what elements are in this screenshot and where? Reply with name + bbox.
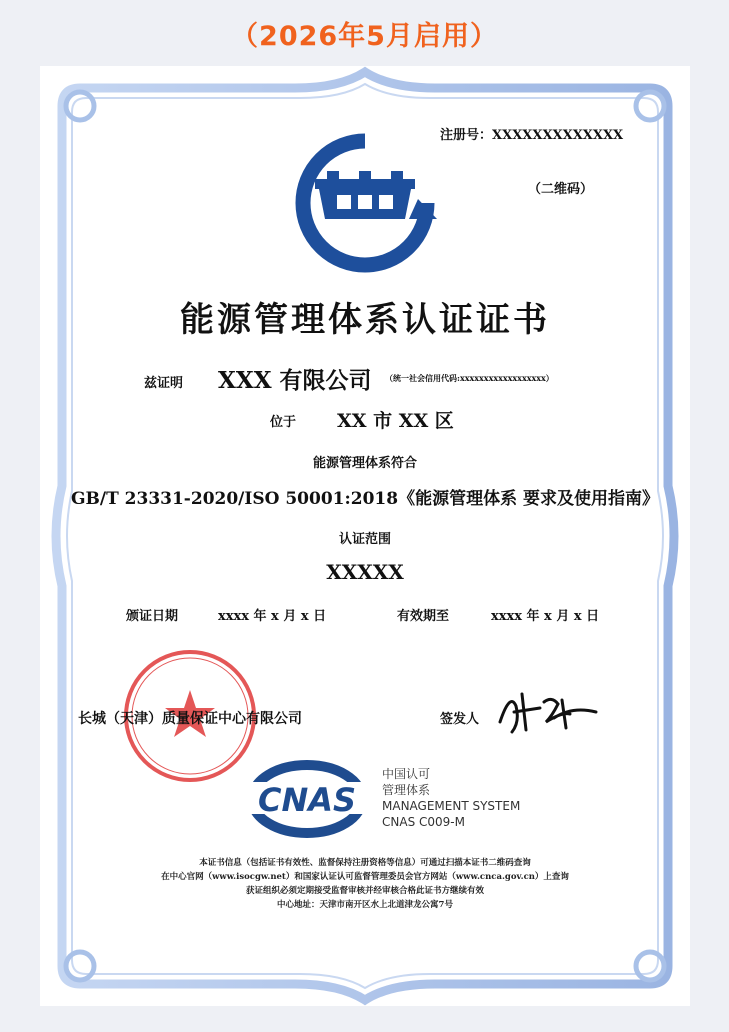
cnas-accreditation-text: [382, 766, 520, 830]
footer-line: 中心地址：天津市南开区水上北道津龙公寓7号: [277, 900, 453, 910]
footer-line: 在中心官网（www.isocgw.net）和国家认证认可监督管理委员会官方网站（www.cnca.gov.cn）上查询: [161, 872, 569, 882]
signature-icon: [492, 682, 602, 742]
registration-number: [440, 124, 623, 143]
certifier-logo-icon: [285, 133, 445, 273]
footer-notes: [40, 856, 690, 912]
scope-label: 认证范围: [338, 532, 391, 547]
credit-code: （统一社会信用代码:xxxxxxxxxxxxxxxxxx）: [385, 373, 554, 383]
location-label: 位于: [270, 415, 297, 430]
cnas-line-4: CNAS C009-M: [382, 815, 465, 829]
valid-until-label: 有效期至: [397, 609, 450, 624]
cnas-line-1: 中国认可: [382, 767, 431, 781]
cnas-logo-icon: [245, 754, 375, 844]
company-name: XXX 有限公司: [218, 367, 372, 394]
cnas-line-3: MANAGEMENT SYSTEM: [382, 799, 521, 813]
certify-label: 兹证明: [144, 376, 184, 391]
location-value: XX 市 XX 区: [337, 410, 454, 432]
valid-until-value: xxxx 年 x 月 x 日: [491, 609, 600, 624]
scope-value: XXXXX: [326, 560, 404, 584]
certificate-title: 能源管理体系认证证书: [180, 300, 550, 340]
issue-note-banner: （2026年5月启用）: [231, 20, 498, 52]
registration-value: XXXXXXXXXXXXX: [492, 128, 624, 143]
issue-date-value: xxxx 年 x 月 x 日: [218, 609, 327, 624]
footer-line: 获证组织必须定期接受监督审核并经审核合格此证书方继续有效: [245, 886, 484, 896]
conforms-label: 能源管理体系符合: [312, 456, 417, 471]
footer-line: 本证书信息（包括证书有效性、监督保持注册资格等信息）可通过扫描本证书二维码查询: [199, 858, 531, 868]
certificate: [40, 66, 690, 1006]
cnas-line-2: 管理体系: [382, 783, 431, 797]
cnas-logo-text: CNAS: [257, 781, 357, 819]
issue-date-label: 颁证日期: [126, 609, 179, 624]
standard-name: GB/T 23331-2020/ISO 50001:2018《能源管理体系 要求及使用指南》: [71, 489, 659, 509]
signer-label: 签发人: [440, 712, 480, 727]
registration-label: 注册号：: [440, 128, 493, 143]
issuer-name: 长城（天津）质量保证中心有限公司: [78, 711, 302, 727]
qr-code-placeholder: （二维码）: [528, 182, 594, 197]
